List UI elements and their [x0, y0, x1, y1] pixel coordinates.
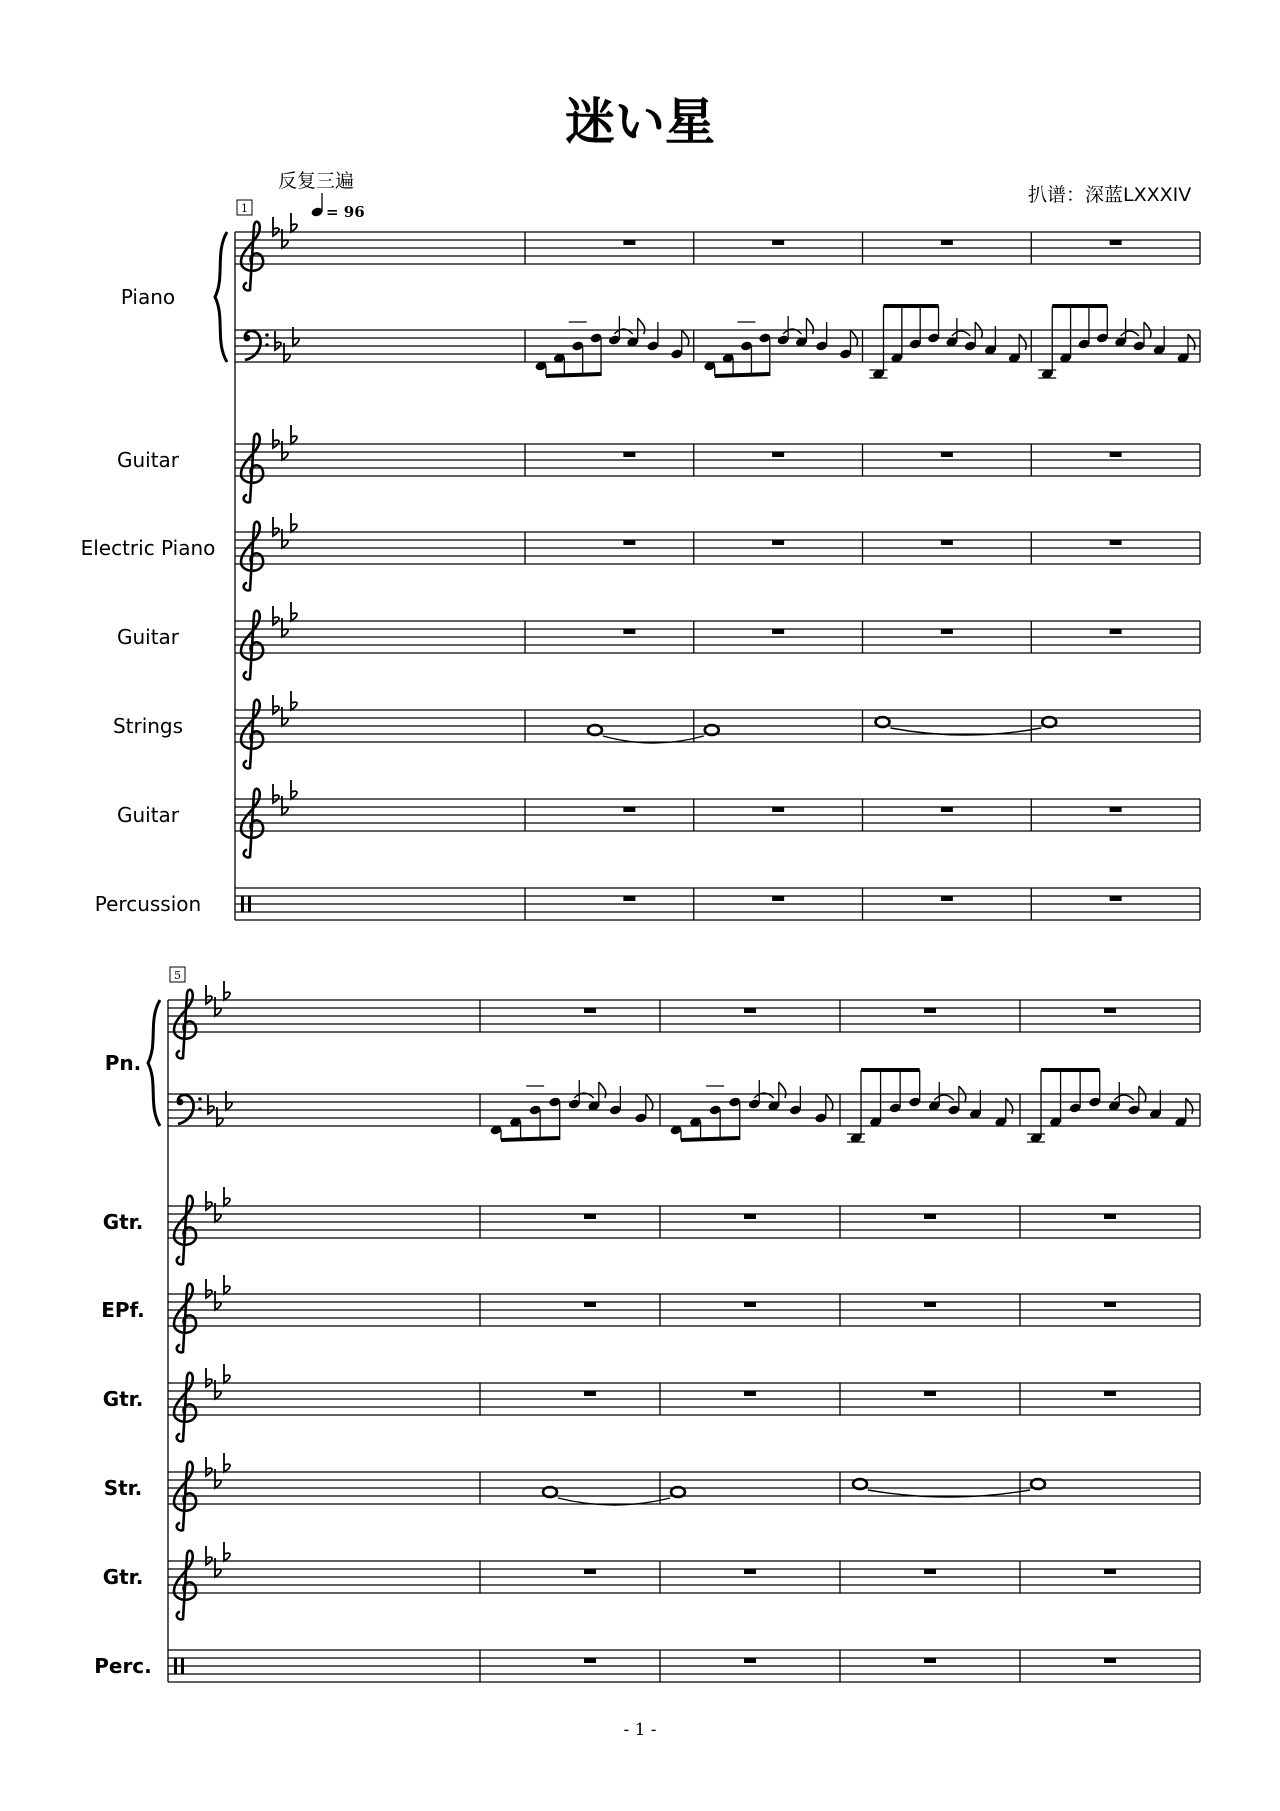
- whole-rest-icon: [1110, 452, 1122, 457]
- flat-icon: [206, 1546, 212, 1565]
- flat-icon: [273, 517, 279, 536]
- whole-rest-icon: [623, 807, 635, 812]
- staff-4: [235, 513, 1200, 590]
- whole-rest-icon: [772, 452, 784, 457]
- whole-rest-icon: [744, 1569, 756, 1574]
- whole-rest-icon: [772, 896, 784, 901]
- flat-icon: [206, 985, 212, 1004]
- measure-number-box: [237, 200, 252, 215]
- flat-icon: [291, 780, 297, 799]
- staff-3: [168, 1187, 1200, 1264]
- instrument-label: Strings: [112, 714, 184, 738]
- whole-rest-icon: [1104, 1008, 1116, 1013]
- transcriber-credit: 扒谱：深蓝LXXXIV: [1028, 184, 1192, 206]
- staff-3: [235, 425, 1200, 502]
- instrument-label: Electric Piano: [80, 536, 216, 560]
- percussion-clef-icon: [174, 1658, 177, 1674]
- whole-rest-icon: [772, 540, 784, 545]
- measure-number-box: [170, 967, 185, 982]
- instrument-label: Pn.: [104, 1051, 142, 1075]
- whole-rest-icon: [924, 1008, 936, 1013]
- staff-5: [168, 1364, 1200, 1441]
- instrument-label: Gtr.: [102, 1210, 144, 1234]
- flat-icon: [206, 1368, 212, 1387]
- beam: [546, 374, 601, 376]
- staff-6: [168, 1453, 1200, 1530]
- flat-icon: [208, 1095, 214, 1114]
- flat-icon: [273, 606, 279, 625]
- staff-1: [235, 213, 1200, 290]
- flat-icon: [291, 602, 297, 621]
- whole-rest-icon: [924, 1569, 936, 1574]
- flat-icon: [275, 331, 281, 350]
- note-flag: [1186, 1098, 1193, 1114]
- tempo-value: = 96: [326, 203, 365, 221]
- system-1: [81, 200, 1200, 920]
- whole-rest-icon: [744, 1391, 756, 1396]
- whole-rest-icon: [924, 1302, 936, 1307]
- whole-rest-icon: [623, 629, 635, 634]
- brace: [215, 232, 227, 362]
- percussion-clef-icon: [181, 1658, 184, 1674]
- bass-clef-icon: [265, 343, 269, 347]
- bass-clef-icon: [198, 1107, 202, 1111]
- note-flag: [1188, 334, 1195, 350]
- whole-rest-icon: [941, 452, 953, 457]
- instrument-label: Guitar: [116, 803, 180, 827]
- staff-6: [235, 691, 1200, 768]
- flat-icon: [291, 691, 297, 710]
- note-flag: [638, 318, 645, 334]
- whole-rest-icon: [584, 1391, 596, 1396]
- whole-rest-icon: [772, 629, 784, 634]
- whole-rest-icon: [941, 540, 953, 545]
- note-flag: [779, 1082, 786, 1098]
- flat-icon: [224, 1542, 230, 1561]
- flat-icon: [273, 217, 279, 236]
- whole-rest-icon: [584, 1302, 596, 1307]
- tie: [1114, 1095, 1134, 1100]
- tie: [1121, 331, 1139, 336]
- whole-rest-icon: [744, 1008, 756, 1013]
- beam: [681, 1138, 740, 1140]
- instrument-label: Percussion: [94, 892, 202, 916]
- bass-clef-icon: [177, 1099, 184, 1106]
- score-title: 迷い星: [565, 93, 715, 151]
- whole-rest-icon: [941, 629, 953, 634]
- whole-rest-icon: [584, 1214, 596, 1219]
- whole-rest-icon: [924, 1658, 936, 1663]
- staff-1: [168, 981, 1200, 1058]
- tie: [952, 331, 970, 336]
- note-flag: [1019, 334, 1026, 350]
- note-flag: [1006, 1098, 1013, 1114]
- whole-rest-icon: [924, 1391, 936, 1396]
- staff-4: [168, 1275, 1200, 1352]
- whole-rest-icon: [1110, 540, 1122, 545]
- staff-7: [235, 780, 1200, 857]
- whole-rest-icon: [941, 896, 953, 901]
- whole-rest-icon: [1110, 629, 1122, 634]
- page-number: - 1 -: [623, 1720, 657, 1740]
- whole-rest-icon: [584, 1569, 596, 1574]
- instrument-label: Str.: [103, 1476, 143, 1500]
- whole-rest-icon: [584, 1658, 596, 1663]
- note-flag: [599, 1082, 606, 1098]
- flat-icon: [291, 425, 297, 444]
- flat-icon: [273, 695, 279, 714]
- whole-rest-icon: [744, 1302, 756, 1307]
- instrument-label: Guitar: [116, 625, 180, 649]
- whole-rest-icon: [1104, 1302, 1116, 1307]
- staff-2: [168, 1070, 1200, 1144]
- flat-icon: [224, 1364, 230, 1383]
- whole-rest-icon: [623, 896, 635, 901]
- instrument-label: Perc.: [94, 1654, 152, 1678]
- instrument-label: Piano: [120, 285, 176, 309]
- whole-rest-icon: [772, 807, 784, 812]
- whole-rest-icon: [1110, 240, 1122, 245]
- measure-number: 1: [241, 202, 248, 215]
- whole-rest-icon: [1110, 807, 1122, 812]
- flat-icon: [206, 1191, 212, 1210]
- instrument-label: Gtr.: [102, 1565, 144, 1589]
- whole-rest-icon: [584, 1008, 596, 1013]
- whole-rest-icon: [1110, 896, 1122, 901]
- flat-icon: [273, 429, 279, 448]
- flat-icon: [224, 981, 230, 1000]
- repeat-instruction: 反复三遍: [278, 170, 355, 192]
- whole-rest-icon: [1104, 1391, 1116, 1396]
- staff-8: [168, 1650, 1200, 1682]
- note-flag: [806, 318, 813, 334]
- flat-icon: [224, 1187, 230, 1206]
- tie: [934, 1095, 954, 1100]
- flat-icon: [206, 1457, 212, 1476]
- instrument-label: Gtr.: [102, 1387, 144, 1411]
- staff-7: [168, 1542, 1200, 1619]
- flat-icon: [273, 784, 279, 803]
- flat-icon: [224, 1275, 230, 1294]
- percussion-clef-icon: [248, 896, 251, 912]
- bass-clef-icon: [265, 333, 269, 337]
- staff-8: [235, 888, 1200, 920]
- whole-rest-icon: [623, 540, 635, 545]
- whole-rest-icon: [744, 1214, 756, 1219]
- measure-number: 5: [174, 969, 181, 982]
- bass-clef-icon: [244, 335, 251, 342]
- staff-5: [235, 602, 1200, 679]
- whole-rest-icon: [623, 240, 635, 245]
- whole-rest-icon: [941, 807, 953, 812]
- instrument-label: EPf.: [101, 1298, 145, 1322]
- whole-rest-icon: [924, 1214, 936, 1219]
- flat-icon: [291, 513, 297, 532]
- system-2: [94, 967, 1200, 1682]
- flat-icon: [291, 213, 297, 232]
- brace: [148, 1000, 160, 1126]
- beam: [715, 374, 770, 376]
- whole-rest-icon: [1104, 1214, 1116, 1219]
- flat-icon: [206, 1279, 212, 1298]
- staff-2: [235, 306, 1200, 380]
- whole-rest-icon: [1104, 1569, 1116, 1574]
- tempo-mark: [310, 193, 364, 221]
- whole-rest-icon: [1104, 1658, 1116, 1663]
- bass-clef-icon: [198, 1097, 202, 1101]
- whole-rest-icon: [941, 240, 953, 245]
- instrument-label: Guitar: [116, 448, 180, 472]
- whole-rest-icon: [744, 1658, 756, 1663]
- percussion-clef-icon: [241, 896, 244, 912]
- flat-icon: [224, 1453, 230, 1472]
- whole-rest-icon: [772, 240, 784, 245]
- beam: [501, 1138, 560, 1140]
- whole-rest-icon: [623, 452, 635, 457]
